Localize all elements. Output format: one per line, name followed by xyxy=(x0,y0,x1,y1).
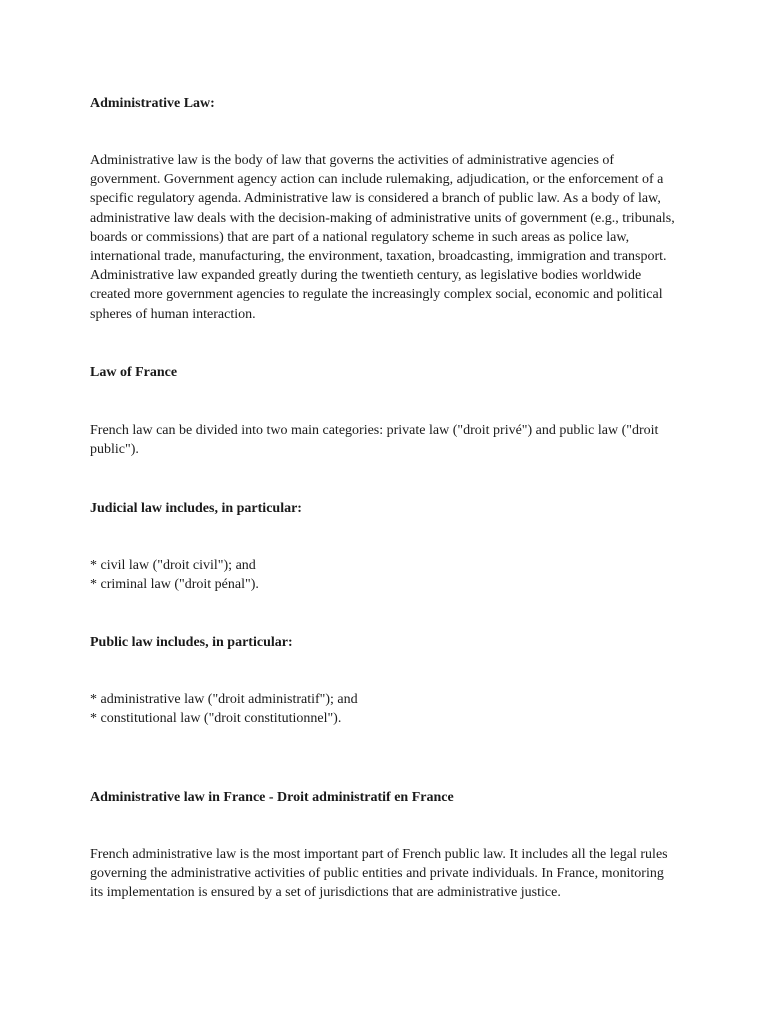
heading-public-law: Public law includes, in particular: xyxy=(90,635,293,650)
paragraph-administrative-law: Administrative law is the body of law that governs the activities of administrative agencies of government. Government agency action can include rulemaking, adjudication, or the enforcement of a specific regulatory agenda. Administrative law is considered a branch of public law. As a body of law, administrative law deals with the decision-making of administrative units of government (e.g., tribunals, boards or commissions) that are part of a national regulatory scheme in such areas as police law, international trade, manufacturing, the environment, taxation, broadcasting, immigration and transport. Administrative law expanded greatly during the twentieth century, as legislative bodies worldwide created more government agencies to regulate the increasingly complex social, economic and political spheres of human interaction. xyxy=(90,153,675,322)
heading-administrative-law: Administrative Law: xyxy=(90,96,215,111)
public-law-list xyxy=(90,690,680,728)
paragraph-french-law: French law can be divided into two main categories: private law ("droit privé") and public law ("droit public"). xyxy=(90,423,659,458)
list-item: * constitutional law ("droit constitutionnel"). xyxy=(90,711,342,727)
heading-administrative-law-france: Administrative law in France - Droit administratif en France xyxy=(90,790,454,805)
paragraph-administrative-law-france: French administrative law is the most important part of French public law. It includes all the legal rules governing the administrative activities of public entities and private individuals. In France, monitoring its implementation is ensured by a set of jurisdictions that are administrative justice. xyxy=(90,847,668,901)
judicial-law-list xyxy=(90,556,680,594)
heading-judicial-law: Judicial law includes, in particular: xyxy=(90,501,302,516)
list-item: * criminal law ("droit pénal"). xyxy=(90,577,259,593)
list-item: * civil law ("droit civil"); and xyxy=(90,558,256,573)
heading-law-of-france: Law of France xyxy=(90,365,178,380)
list-item: * administrative law ("droit administratif"); and xyxy=(90,692,358,707)
